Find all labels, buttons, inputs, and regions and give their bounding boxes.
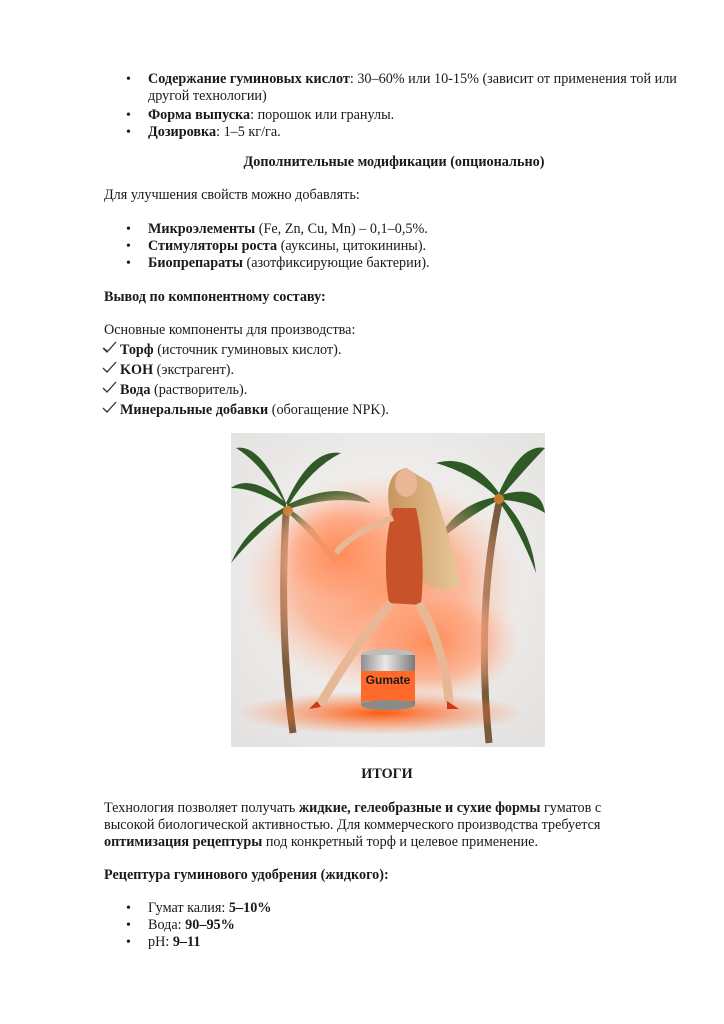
check-item: Минеральные добавки (обогащение NPK). (102, 400, 682, 420)
product-illustration (231, 433, 545, 747)
check-item: Торф (источник гуминовых кислот). (102, 340, 682, 360)
list-item: • Форма выпуска: порошок или гранулы. (104, 107, 684, 124)
recipe-heading: Рецептура гуминового удобрения (жидкого): (104, 867, 389, 883)
list-item: • Дозировка: 1–5 кг/га. (104, 124, 684, 141)
results-paragraph: Технология позволяет получать жидкие, гелеобразные и сухие формы гуматов с высокой биологической активностью. Для коммерческого производства требуется оптимизация рецептуры под конкретный торф и целевое применение. (104, 800, 602, 850)
list-item: • Микроэлементы (Fe, Zn, Cu, Mn) – 0,1–0,5%. (104, 221, 684, 238)
list-item: • Биопрепараты (азотфиксирующие бактерии). (104, 255, 684, 272)
recipe-list (104, 900, 664, 951)
conclusion-intro: Основные компоненты для производства: (104, 322, 356, 338)
check-item: KOH (экстрагент). (102, 360, 682, 380)
checkmark-icon (102, 360, 120, 380)
check-item: Вода (растворитель). (102, 380, 682, 400)
conclusion-heading: Вывод по компонентному составу: (104, 289, 326, 305)
check-list (102, 340, 682, 420)
can-label: Gumate (365, 673, 411, 687)
modifications-intro: Для улучшения свойств можно добавлять: (104, 187, 360, 203)
list-item: • Содержание гуминовых кислот: 30–60% или 10-15% (зависит от применения той или другой технологии) (104, 71, 684, 105)
list-item: • Гумат калия: 5–10% (104, 900, 664, 917)
checkmark-icon (102, 380, 120, 400)
results-heading: ИТОГИ (361, 766, 413, 782)
properties-list (104, 71, 684, 141)
checkmark-icon (102, 400, 120, 420)
modifications-heading: Дополнительные модификации (опционально) (243, 154, 545, 170)
list-item: • Стимуляторы роста (ауксины, цитокинины). (104, 238, 684, 255)
checkmark-icon (102, 340, 120, 360)
product-can (361, 649, 415, 710)
list-item: • Вода: 90–95% (104, 917, 664, 934)
list-item: • pH: 9–11 (104, 934, 664, 951)
modifications-list (104, 221, 684, 272)
